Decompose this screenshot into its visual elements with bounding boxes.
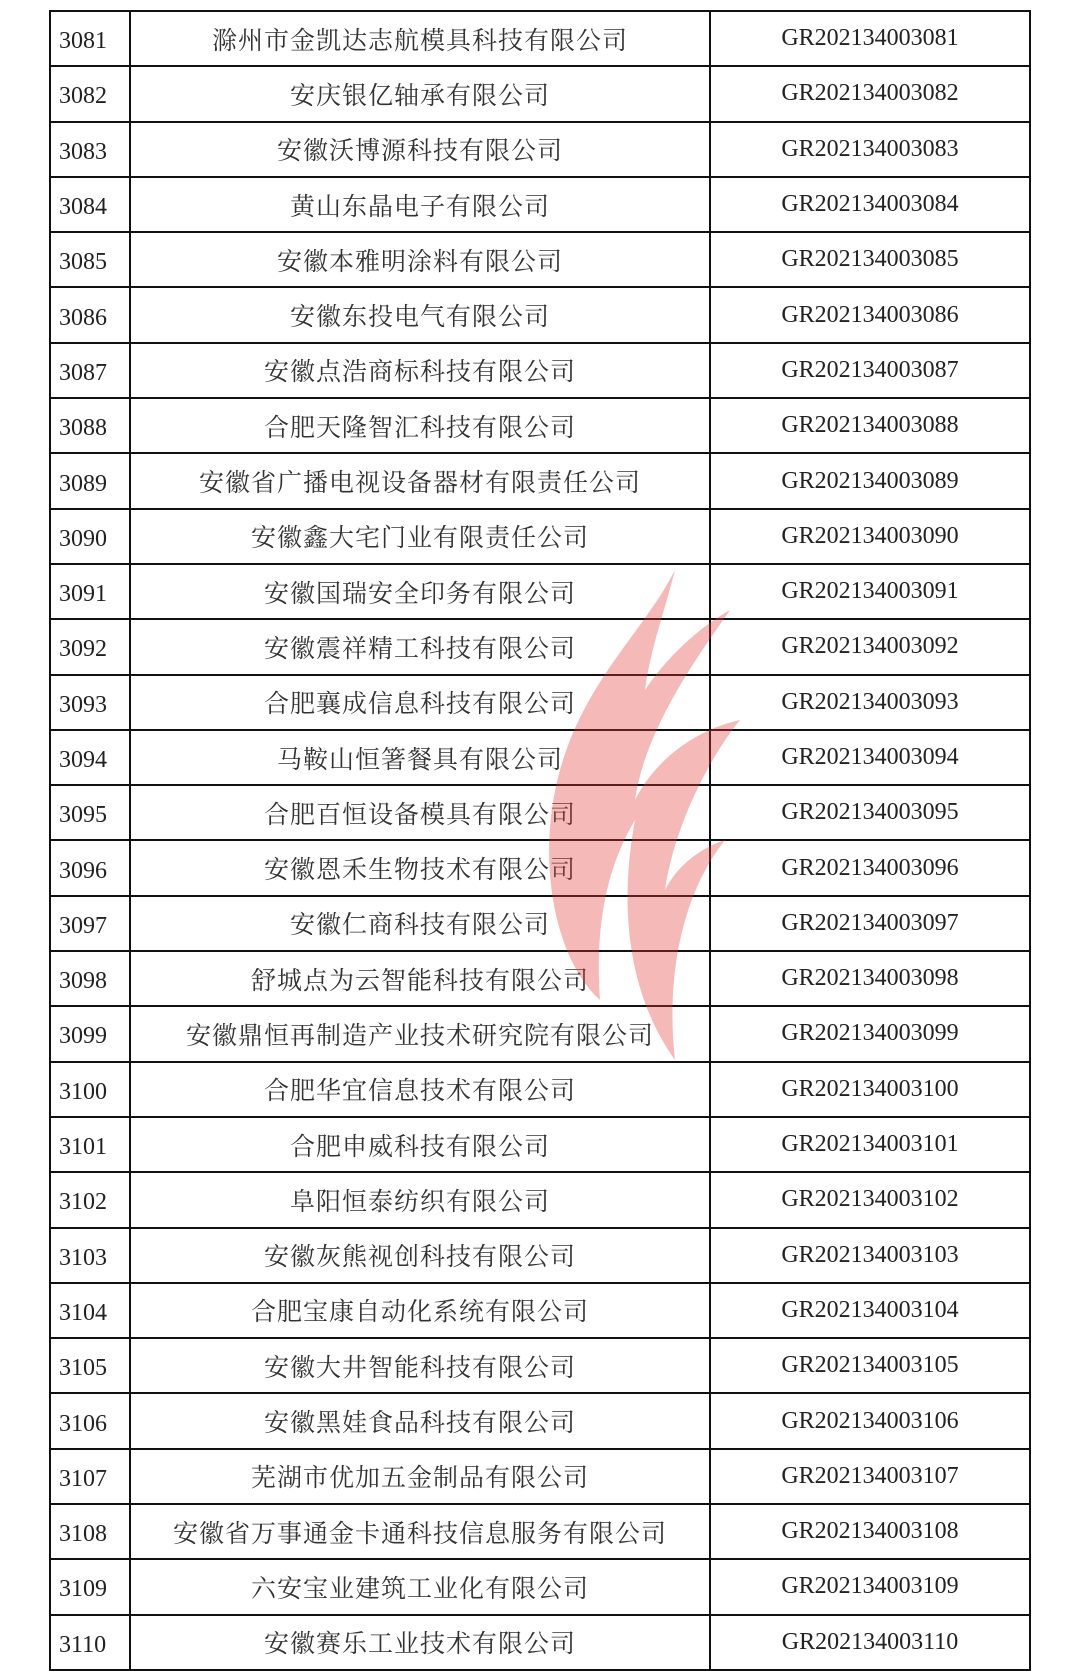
company-name: 滁州市金凯达志航模具科技有限公司	[130, 11, 710, 66]
certificate-number: GR202134003107	[710, 1449, 1030, 1504]
company-name: 舒城点为云智能科技有限公司	[130, 951, 710, 1006]
table-row	[50, 509, 1030, 564]
row-number: 3083	[50, 122, 130, 177]
table-row	[50, 1449, 1030, 1504]
row-number: 3085	[50, 232, 130, 287]
company-name: 合肥华宜信息技术有限公司	[130, 1062, 710, 1117]
table-row	[50, 1559, 1030, 1614]
row-number: 3100	[50, 1062, 130, 1117]
row-number: 3096	[50, 840, 130, 895]
certificate-number: GR202134003099	[710, 1006, 1030, 1061]
row-number: 3090	[50, 509, 130, 564]
table-row	[50, 66, 1030, 121]
table-row	[50, 398, 1030, 453]
certificate-number: GR202134003102	[710, 1172, 1030, 1227]
company-name: 安徽大井智能科技有限公司	[130, 1338, 710, 1393]
company-name: 安徽灰熊视创科技有限公司	[130, 1228, 710, 1283]
row-number: 3107	[50, 1449, 130, 1504]
company-name: 安庆银亿轴承有限公司	[130, 66, 710, 121]
company-name: 合肥宝康自动化系统有限公司	[130, 1283, 710, 1338]
row-number: 3099	[50, 1006, 130, 1061]
table-row	[50, 1062, 1030, 1117]
table-row	[50, 564, 1030, 619]
row-number: 3093	[50, 675, 130, 730]
certificate-number: GR202134003092	[710, 619, 1030, 674]
row-number: 3081	[50, 11, 130, 66]
certificate-number: GR202134003104	[710, 1283, 1030, 1338]
company-name: 阜阳恒泰纺织有限公司	[130, 1172, 710, 1227]
company-name: 合肥襄成信息科技有限公司	[130, 675, 710, 730]
table-row	[50, 1228, 1030, 1283]
row-number: 3110	[50, 1615, 130, 1670]
certificate-number: GR202134003093	[710, 675, 1030, 730]
table-row	[50, 11, 1030, 66]
company-name: 安徽黑娃食品科技有限公司	[130, 1393, 710, 1448]
row-number: 3091	[50, 564, 130, 619]
table-row	[50, 785, 1030, 840]
table-row	[50, 1504, 1030, 1559]
table-row	[50, 1117, 1030, 1172]
row-number: 3094	[50, 730, 130, 785]
certificate-number: GR202134003109	[710, 1559, 1030, 1614]
row-number: 3109	[50, 1559, 130, 1614]
row-number: 3103	[50, 1228, 130, 1283]
certificate-number: GR202134003103	[710, 1228, 1030, 1283]
row-number: 3108	[50, 1504, 130, 1559]
table-row	[50, 453, 1030, 508]
company-name: 安徽鼎恒再制造产业技术研究院有限公司	[130, 1006, 710, 1061]
company-name: 安徽本雅明涂料有限公司	[130, 232, 710, 287]
table-row	[50, 951, 1030, 1006]
row-number: 3102	[50, 1172, 130, 1227]
row-number: 3092	[50, 619, 130, 674]
company-name: 安徽恩禾生物技术有限公司	[130, 840, 710, 895]
table-row	[50, 1283, 1030, 1338]
company-name: 安徽震祥精工科技有限公司	[130, 619, 710, 674]
certificate-number: GR202134003105	[710, 1338, 1030, 1393]
row-number: 3104	[50, 1283, 130, 1338]
row-number: 3105	[50, 1338, 130, 1393]
certificate-number: GR202134003081	[710, 11, 1030, 66]
certificate-number: GR202134003088	[710, 398, 1030, 453]
certificate-number: GR202134003098	[710, 951, 1030, 1006]
certificate-number: GR202134003091	[710, 564, 1030, 619]
certificate-number: GR202134003095	[710, 785, 1030, 840]
table-row	[50, 675, 1030, 730]
table-row	[50, 1006, 1030, 1061]
row-number: 3098	[50, 951, 130, 1006]
company-name: 马鞍山恒箸餐具有限公司	[130, 730, 710, 785]
certificate-number: GR202134003106	[710, 1393, 1030, 1448]
row-number: 3088	[50, 398, 130, 453]
company-name: 安徽沃博源科技有限公司	[130, 122, 710, 177]
certificate-number: GR202134003084	[710, 177, 1030, 232]
table-row	[50, 343, 1030, 398]
certificate-number: GR202134003100	[710, 1062, 1030, 1117]
table-row	[50, 619, 1030, 674]
row-number: 3097	[50, 896, 130, 951]
row-number: 3089	[50, 453, 130, 508]
certificate-number: GR202134003108	[710, 1504, 1030, 1559]
certificate-number: GR202134003090	[710, 509, 1030, 564]
company-name: 合肥申威科技有限公司	[130, 1117, 710, 1172]
table-row	[50, 232, 1030, 287]
table-row	[50, 840, 1030, 895]
company-name: 安徽东投电气有限公司	[130, 287, 710, 342]
company-name: 六安宝业建筑工业化有限公司	[130, 1559, 710, 1614]
certificate-number: GR202134003083	[710, 122, 1030, 177]
row-number: 3086	[50, 287, 130, 342]
certificate-number: GR202134003082	[710, 66, 1030, 121]
company-name: 合肥天隆智汇科技有限公司	[130, 398, 710, 453]
certificate-number: GR202134003096	[710, 840, 1030, 895]
certificate-number: GR202134003101	[710, 1117, 1030, 1172]
certificate-number: GR202134003089	[710, 453, 1030, 508]
table-row	[50, 896, 1030, 951]
enterprise-list-table	[49, 10, 1031, 1671]
company-name: 合肥百恒设备模具有限公司	[130, 785, 710, 840]
certificate-number: GR202134003086	[710, 287, 1030, 342]
company-name: 安徽仁商科技有限公司	[130, 896, 710, 951]
table-row	[50, 122, 1030, 177]
company-name: 安徽国瑞安全印务有限公司	[130, 564, 710, 619]
company-name: 安徽赛乐工业技术有限公司	[130, 1615, 710, 1670]
company-name: 芜湖市优加五金制品有限公司	[130, 1449, 710, 1504]
row-number: 3084	[50, 177, 130, 232]
table-row	[50, 1172, 1030, 1227]
company-name: 安徽省广播电视设备器材有限责任公司	[130, 453, 710, 508]
table-row	[50, 1338, 1030, 1393]
table-row	[50, 1615, 1030, 1670]
company-name: 黄山东晶电子有限公司	[130, 177, 710, 232]
row-number: 3101	[50, 1117, 130, 1172]
table-row	[50, 1393, 1030, 1448]
table-row	[50, 730, 1030, 785]
certificate-number: GR202134003094	[710, 730, 1030, 785]
table-row	[50, 287, 1030, 342]
company-name: 安徽点浩商标科技有限公司	[130, 343, 710, 398]
certificate-number: GR202134003087	[710, 343, 1030, 398]
row-number: 3095	[50, 785, 130, 840]
row-number: 3082	[50, 66, 130, 121]
row-number: 3087	[50, 343, 130, 398]
table-row	[50, 177, 1030, 232]
company-name: 安徽省万事通金卡通科技信息服务有限公司	[130, 1504, 710, 1559]
company-name: 安徽鑫大宅门业有限责任公司	[130, 509, 710, 564]
row-number: 3106	[50, 1393, 130, 1448]
certificate-number: GR202134003097	[710, 896, 1030, 951]
certificate-number: GR202134003110	[710, 1615, 1030, 1670]
certificate-number: GR202134003085	[710, 232, 1030, 287]
